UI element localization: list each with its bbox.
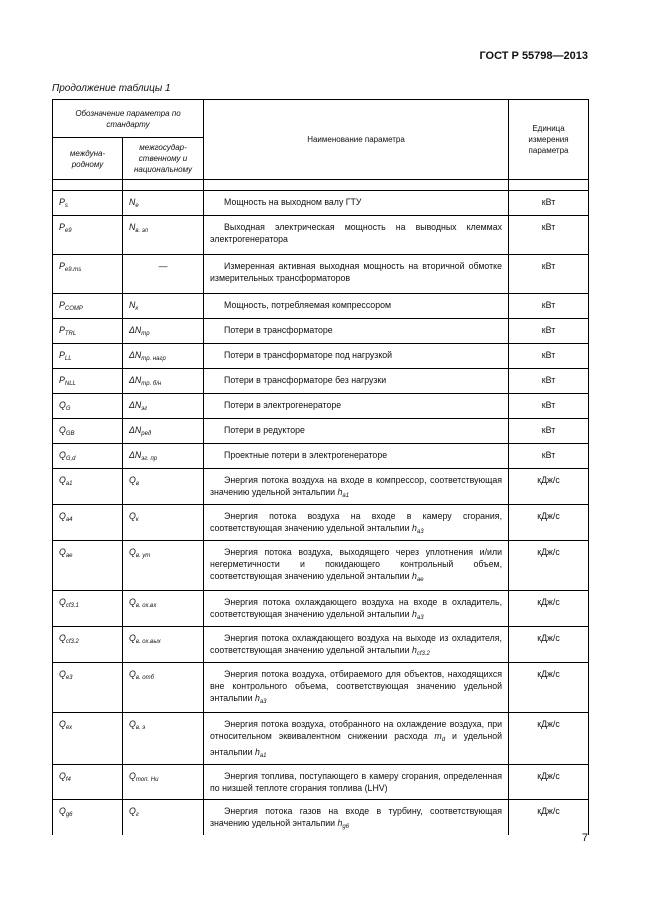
international-designation: $Q_{GB}$ xyxy=(53,419,123,444)
unit-of-measure: кДж/с xyxy=(509,541,589,591)
interstate-column-header: межгосударственному и национальному xyxy=(123,138,204,180)
international-designation: $P_s$ xyxy=(53,191,123,216)
national-designation: $Q_{топ. Hи}$ xyxy=(123,765,204,800)
national-designation: $\Delta N_{тр. нагр}$ xyxy=(123,344,204,369)
unit-of-measure: кВт xyxy=(509,369,589,394)
international-column-header: международному xyxy=(53,138,123,180)
international-designation: $Q_{e3}$ xyxy=(53,663,123,713)
unit-of-measure: кДж/с xyxy=(509,591,589,627)
parameter-name: Потери в электрогенераторе xyxy=(204,394,509,419)
table-row xyxy=(53,294,589,319)
unit-of-measure: кДж/с xyxy=(509,800,589,836)
international-designation: $Q_{a1}$ xyxy=(53,469,123,505)
international-designation: $Q_{g6}$ xyxy=(53,800,123,836)
international-designation: $Q_{ae}$ xyxy=(53,541,123,591)
parameter-name: Энергия потока воздуха, отобранного на охлаждение воздуха, при относительном эквивалентном снижении расхода $m_d$ и удельной энтальпии $h_{a1}$ xyxy=(204,713,509,765)
parameter-name: Энергия потока воздуха на входе в компрессор, соответствующая значению удельной энтальпии $h_{a1}$ xyxy=(204,469,509,505)
unit-of-measure: кВт xyxy=(509,444,589,469)
parameter-name: Потери в трансформаторе под нагрузкой xyxy=(204,344,509,369)
unit-of-measure: кВт xyxy=(509,419,589,444)
table-row xyxy=(53,800,589,836)
parameter-name: Измеренная активная выходная мощность на вторичной обмотке измерительных трансформаторов xyxy=(204,255,509,294)
parameter-name: Выходная электрическая мощность на выводных клеммах электрогенератора xyxy=(204,216,509,255)
national-designation: $N_к$ xyxy=(123,294,204,319)
international-designation: $P_{e9.ms}$ xyxy=(53,255,123,294)
parameter-name: Проектные потери в электрогенераторе xyxy=(204,444,509,469)
table-row xyxy=(53,765,589,800)
table-row xyxy=(53,444,589,469)
international-designation: $Q_{G,d}$ xyxy=(53,444,123,469)
unit-of-measure: кДж/с xyxy=(509,505,589,541)
parameter-name: Энергия потока воздуха на входе в камеру сгорания, соответствующая значению удельной энтальпии $h_{a3}$ xyxy=(204,505,509,541)
unit-of-measure: кДж/с xyxy=(509,469,589,505)
unit-column-header: Единица измерения параметра xyxy=(509,100,589,180)
table-row xyxy=(53,394,589,419)
international-designation: $Q_{ex}$ xyxy=(53,713,123,765)
international-designation: $Q_G$ xyxy=(53,394,123,419)
national-designation: $\Delta N_{тр. б/н}$ xyxy=(123,369,204,394)
table-row xyxy=(53,469,589,505)
table-row xyxy=(53,344,589,369)
unit-of-measure: кВт xyxy=(509,344,589,369)
table-row xyxy=(53,713,589,765)
national-designation: $\Delta N_{ред}$ xyxy=(123,419,204,444)
parameter-name: Энергия потока охлаждающего воздуха на входе в охладитель, соответствующая значению удельной энтальпии $h_{a3}$ xyxy=(204,591,509,627)
table-row xyxy=(53,255,589,294)
parameter-name: Энергия потока воздуха, выходящего через уплотнения и/или негерметичности и покидающего контрольный объем, соответствующая значению удельной энтальпии $h_{ae}$ xyxy=(204,541,509,591)
parameter-name: Мощность, потребляемая компрессором xyxy=(204,294,509,319)
national-designation: $Q_к$ xyxy=(123,505,204,541)
national-designation: $N_e$ xyxy=(123,191,204,216)
unit-of-measure: кДж/с xyxy=(509,713,589,765)
national-designation: $Q_{в. ут}$ xyxy=(123,541,204,591)
unit-of-measure: кВт xyxy=(509,319,589,344)
national-designation: $\Delta N_{тр}$ xyxy=(123,319,204,344)
standard-code: ГОСТ Р 55798—2013 xyxy=(479,50,588,62)
parameter-name: Потери в редукторе xyxy=(204,419,509,444)
national-designation: $N_{в. эл}$ xyxy=(123,216,204,255)
unit-of-measure: кДж/с xyxy=(509,765,589,800)
unit-of-measure: кВт xyxy=(509,394,589,419)
international-designation: $P_{LL}$ xyxy=(53,344,123,369)
international-designation: $Q_{f4}$ xyxy=(53,765,123,800)
table-row xyxy=(53,505,589,541)
parameter-name: Мощность на выходном валу ГТУ xyxy=(204,191,509,216)
designation-group-header: Обозначение параметра по стандарту xyxy=(53,100,204,138)
unit-of-measure: кВт xyxy=(509,255,589,294)
unit-of-measure: кДж/с xyxy=(509,663,589,713)
table-row xyxy=(53,591,589,627)
international-designation: $P_{TRL}$ xyxy=(53,319,123,344)
table-row xyxy=(53,541,589,591)
international-designation: $Q_{cf3.2}$ xyxy=(53,627,123,663)
international-designation: $P_{NLL}$ xyxy=(53,369,123,394)
header-gap-row xyxy=(53,180,589,191)
national-designation: $Q_{в. ох.вых}$ xyxy=(123,627,204,663)
parameter-name: Энергия топлива, поступающего в камеру сгорания, определенная по низшей теплоте сгорания топлива (LHV) xyxy=(204,765,509,800)
unit-of-measure: кВт xyxy=(509,191,589,216)
international-designation: $Q_{cf3.1}$ xyxy=(53,591,123,627)
parameter-name: Потери в трансформаторе xyxy=(204,319,509,344)
unit-of-measure: кВт xyxy=(509,216,589,255)
parameters-table xyxy=(52,99,589,835)
international-designation: $P_{e9}$ xyxy=(53,216,123,255)
national-designation: $Q_в$ xyxy=(123,469,204,505)
unit-of-measure: кВт xyxy=(509,294,589,319)
international-designation: $Q_{a4}$ xyxy=(53,505,123,541)
unit-of-measure: кДж/с xyxy=(509,627,589,663)
parameter-name: Потери в трансформаторе без нагрузки xyxy=(204,369,509,394)
table-caption: Продолжение таблицы 1 xyxy=(52,83,171,94)
table-row xyxy=(53,663,589,713)
table-row xyxy=(53,191,589,216)
table-row xyxy=(53,419,589,444)
name-column-header: Наименование параметра xyxy=(204,100,509,180)
table-row xyxy=(53,319,589,344)
national-designation: $Q_{в. э}$ xyxy=(123,713,204,765)
national-designation: $Q_г$ xyxy=(123,800,204,836)
table-row xyxy=(53,369,589,394)
national-designation: $Q_{в. отб}$ xyxy=(123,663,204,713)
national-designation: $Q_{в. ох.вх}$ xyxy=(123,591,204,627)
international-designation: $P_{COMP}$ xyxy=(53,294,123,319)
parameter-name: Энергия потока воздуха, отбираемого для объектов, находящихся вне контрольного объема, соответствующая значению удельной энтальпии $h_{a3}$ xyxy=(204,663,509,713)
table-row xyxy=(53,627,589,663)
table-row xyxy=(53,216,589,255)
national-designation: — xyxy=(123,255,204,294)
page-number: 7 xyxy=(581,832,588,844)
national-designation: $\Delta N_{эг}$ xyxy=(123,394,204,419)
national-designation: $\Delta N_{эг. пр}$ xyxy=(123,444,204,469)
parameter-name: Энергия потока газов на входе в турбину, соответствующая значению удельной энтальпии $h_{g6}$ xyxy=(204,800,509,836)
parameter-name: Энергия потока охлаждающего воздуха на выходе из охладителя, соответствующая значению удельной энтальпии $h_{cf3.2}$ xyxy=(204,627,509,663)
